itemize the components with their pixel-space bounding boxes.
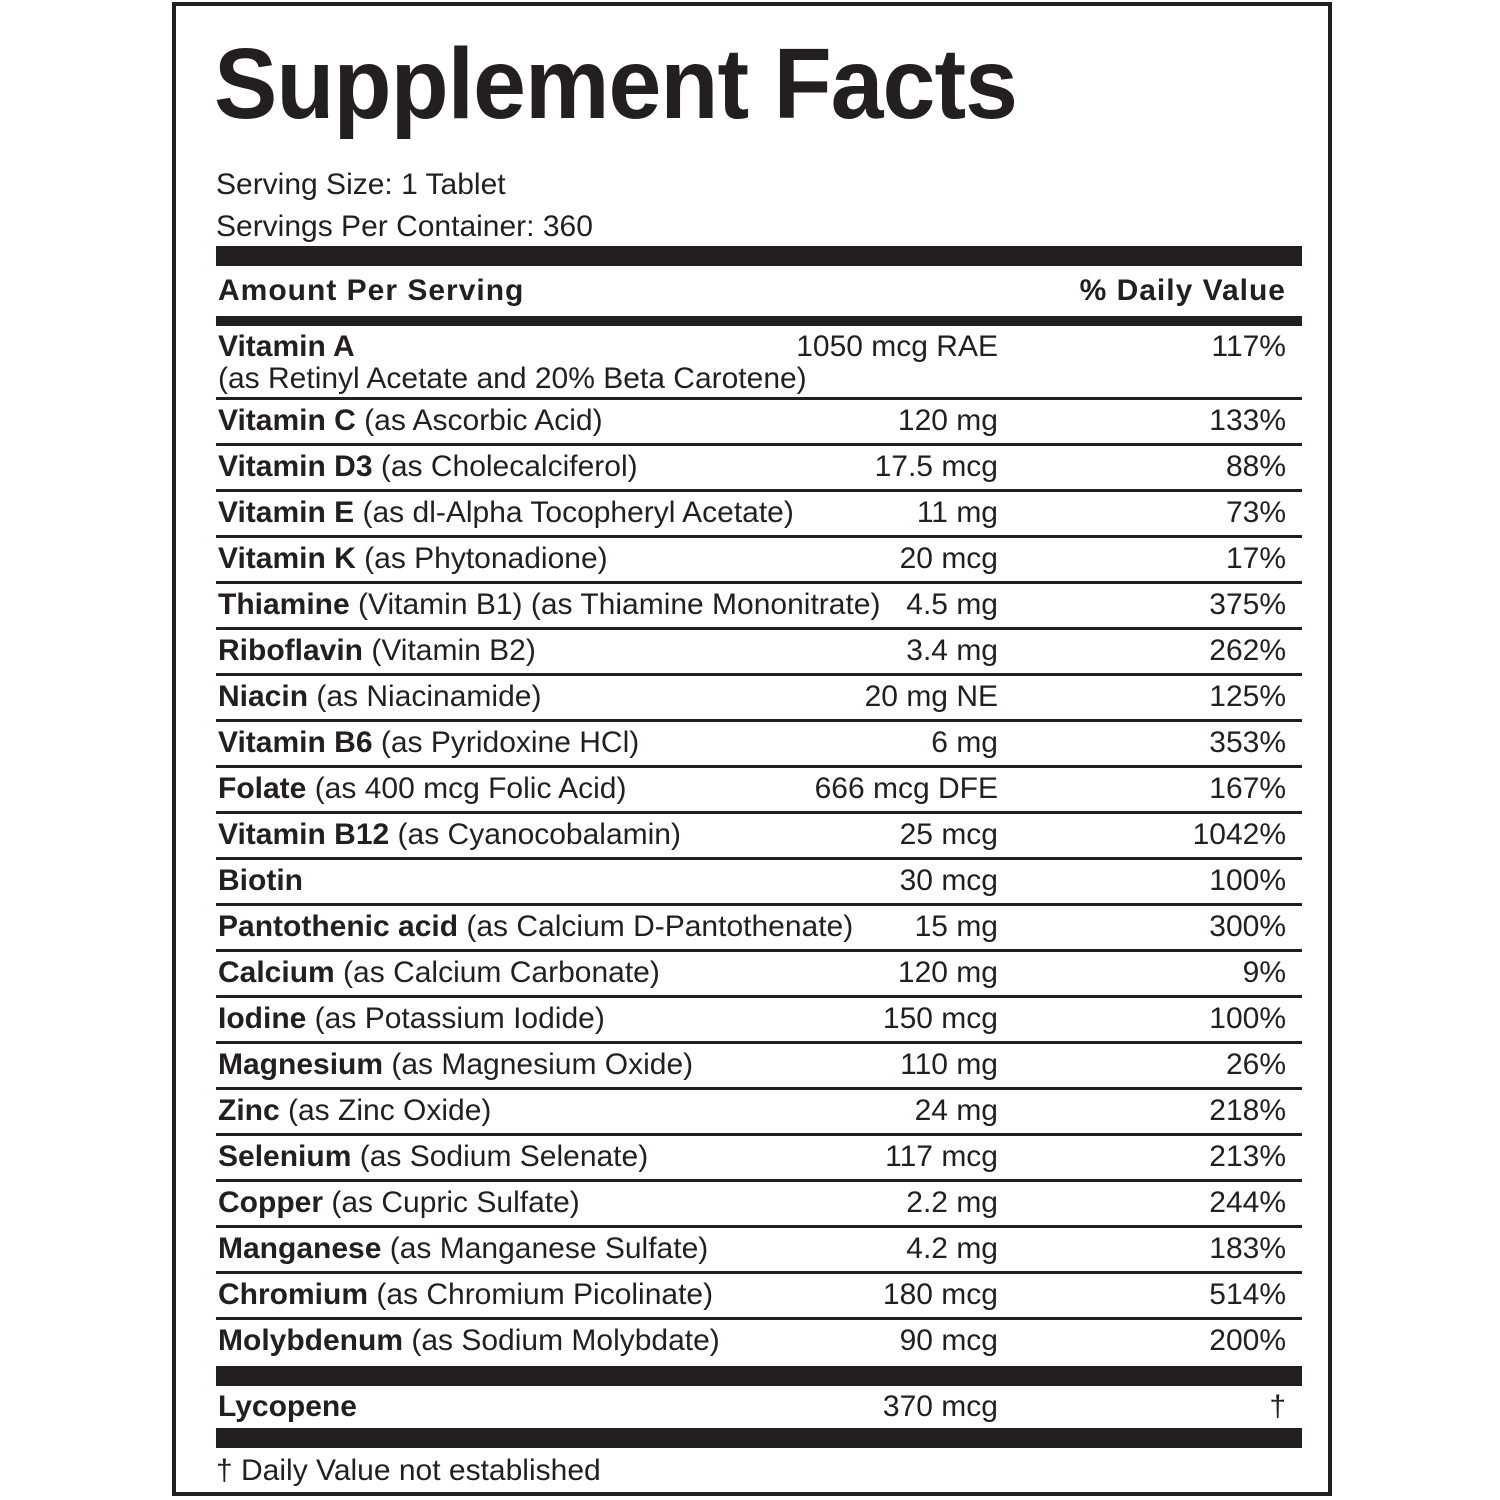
- nutrient-name: Riboflavin (Vitamin B2): [218, 634, 536, 667]
- column-header: [216, 272, 1302, 326]
- nutrient-amount: 180 mcg: [882, 1278, 998, 1311]
- nutrient-row: [216, 1044, 1302, 1090]
- nutrient-row: [216, 446, 1302, 492]
- nutrient-amount: 120 mg: [897, 956, 998, 989]
- nutrient-row: [216, 906, 1302, 952]
- nutrient-amount: 20 mcg: [899, 542, 998, 575]
- nutrient-daily-value: 17%: [1225, 542, 1286, 575]
- nutrient-amount: 1050 mcg RAE: [796, 330, 998, 363]
- nutrient-row: [216, 538, 1302, 584]
- nutrient-name: Vitamin C (as Ascorbic Acid): [218, 404, 603, 437]
- nutrient-name: Vitamin D3 (as Cholecalciferol): [218, 450, 638, 483]
- nutrient-name: Vitamin E (as dl-Alpha Tocopheryl Acetate): [218, 496, 794, 529]
- nutrient-row: [216, 1090, 1302, 1136]
- nutrient-name: Vitamin B6 (as Pyridoxine HCl): [218, 726, 640, 759]
- nutrient-amount: 120 mg: [897, 404, 998, 437]
- nutrient-row: [216, 630, 1302, 676]
- nutrient-source: (as Potassium Iodide): [306, 1002, 605, 1035]
- nutrient-daily-value: 26%: [1225, 1048, 1286, 1081]
- nutrient-daily-value: 1042%: [1192, 818, 1286, 851]
- nutrient-daily-value: 117%: [1211, 330, 1286, 363]
- nutrient-daily-value: 183%: [1209, 1232, 1286, 1265]
- nutrient-source: (as Niacinamide): [308, 680, 542, 713]
- nutrient-table: [216, 326, 1302, 1366]
- nutrient-name: Molybdenum (as Sodium Molybdate): [218, 1324, 720, 1357]
- nutrient-daily-value: 514%: [1209, 1278, 1286, 1311]
- nutrient-source: (as Ascorbic Acid): [355, 404, 603, 437]
- panel-title: Supplement Facts: [214, 28, 1018, 140]
- nutrient-daily-value: 133%: [1209, 404, 1286, 437]
- nutrient-amount: 11 mg: [916, 496, 998, 529]
- nutrient-daily-value: 100%: [1209, 864, 1286, 897]
- nutrient-name: Thiamine (Vitamin B1) (as Thiamine Mononitrate): [218, 588, 881, 621]
- nutrient-row: [216, 1320, 1302, 1366]
- nutrient-amount: 20 mg NE: [864, 680, 998, 713]
- nutrient-amount: 25 mcg: [899, 818, 998, 851]
- ingredient-amount: 370 mcg: [882, 1390, 998, 1423]
- nutrient-row: [216, 326, 1302, 400]
- nutrient-amount: 17.5 mcg: [874, 450, 998, 483]
- nutrient-row: [216, 860, 1302, 906]
- nutrient-amount: 6 mg: [931, 726, 998, 759]
- nutrient-daily-value: 244%: [1209, 1186, 1286, 1219]
- nutrient-daily-value: 375%: [1209, 588, 1286, 621]
- serving-size: Serving Size: 1 Tablet: [216, 168, 506, 201]
- nutrient-source: (as Phytonadione): [355, 542, 608, 575]
- daily-value-header: % Daily Value: [1079, 274, 1286, 307]
- nutrient-name: Manganese (as Manganese Sulfate): [218, 1232, 709, 1265]
- nutrient-daily-value: 262%: [1209, 634, 1286, 667]
- nutrient-row: [216, 1136, 1302, 1182]
- nutrient-source: (as Calcium D-Pantothenate): [458, 910, 854, 943]
- nutrient-row: [216, 998, 1302, 1044]
- nutrient-name: Copper (as Cupric Sulfate): [218, 1186, 580, 1219]
- nutrient-name: Folate (as 400 mcg Folic Acid): [218, 772, 627, 805]
- nutrient-source: (as Magnesium Oxide): [383, 1048, 694, 1081]
- nutrient-daily-value: 167%: [1209, 772, 1286, 805]
- other-ingredient-row: [216, 1386, 1302, 1428]
- nutrient-amount: 4.5 mg: [906, 588, 998, 621]
- nutrient-name: Vitamin K (as Phytonadione): [218, 542, 608, 575]
- nutrient-name: Zinc (as Zinc Oxide): [218, 1094, 492, 1127]
- nutrient-amount: 110 mg: [900, 1048, 998, 1081]
- nutrient-row: [216, 492, 1302, 538]
- nutrient-row: [216, 1182, 1302, 1228]
- nutrient-daily-value: 100%: [1209, 1002, 1286, 1035]
- nutrient-row: [216, 722, 1302, 768]
- nutrient-row: [216, 814, 1302, 860]
- nutrient-daily-value: 300%: [1209, 910, 1286, 943]
- nutrient-source: (as dl-Alpha Tocopheryl Acetate): [354, 496, 794, 529]
- nutrient-name: Selenium (as Sodium Selenate): [218, 1140, 649, 1173]
- nutrient-daily-value: 213%: [1209, 1140, 1286, 1173]
- nutrient-daily-value: 73%: [1225, 496, 1286, 529]
- nutrient-name: Chromium (as Chromium Picolinate): [218, 1278, 714, 1311]
- nutrient-row: [216, 584, 1302, 630]
- nutrient-daily-value: 125%: [1209, 680, 1286, 713]
- nutrient-name: Magnesium (as Magnesium Oxide): [218, 1048, 694, 1081]
- nutrient-amount: 15 mg: [914, 910, 998, 943]
- thick-divider-bottom: [216, 1428, 1302, 1448]
- nutrient-daily-value: 218%: [1209, 1094, 1286, 1127]
- nutrient-row: [216, 1228, 1302, 1274]
- ingredient-name: Lycopene: [218, 1390, 357, 1423]
- nutrient-daily-value: 200%: [1209, 1324, 1286, 1357]
- thick-divider-middle: [216, 1366, 1302, 1386]
- amount-per-serving-header: Amount Per Serving: [218, 274, 525, 307]
- servings-per-container: Servings Per Container: 360: [216, 210, 593, 243]
- nutrient-source: (as Manganese Sulfate): [381, 1232, 709, 1265]
- nutrient-name: Biotin: [218, 864, 303, 897]
- nutrient-source: (as Pyridoxine HCl): [372, 726, 640, 759]
- nutrient-name: Vitamin A: [218, 330, 355, 363]
- nutrient-name: Pantothenic acid (as Calcium D-Pantothenate): [218, 910, 854, 943]
- nutrient-amount: 666 mcg DFE: [814, 772, 998, 805]
- nutrient-name: Vitamin B12 (as Cyanocobalamin): [218, 818, 681, 851]
- nutrient-source: (Vitamin B2): [363, 634, 536, 667]
- nutrient-source: (as Cupric Sulfate): [323, 1186, 580, 1219]
- nutrient-source: (as Cholecalciferol): [372, 450, 638, 483]
- nutrient-source: (as Chromium Picolinate): [368, 1278, 714, 1311]
- nutrient-source: (as Calcium Carbonate): [334, 956, 660, 989]
- nutrient-source: (as Cyanocobalamin): [389, 818, 681, 851]
- ingredient-daily-value: †: [1269, 1390, 1286, 1423]
- nutrient-daily-value: 9%: [1242, 956, 1286, 989]
- nutrient-amount: 30 mcg: [899, 864, 998, 897]
- nutrient-amount: 90 mcg: [899, 1324, 998, 1357]
- supplement-facts-panel: [172, 2, 1332, 1496]
- nutrient-amount: 24 mg: [914, 1094, 998, 1127]
- nutrient-amount: 2.2 mg: [906, 1186, 998, 1219]
- nutrient-row: [216, 952, 1302, 998]
- nutrient-amount: 3.4 mg: [906, 634, 998, 667]
- nutrient-daily-value: 353%: [1209, 726, 1286, 759]
- nutrient-name: Iodine (as Potassium Iodide): [218, 1002, 605, 1035]
- nutrient-amount: 117 mcg: [885, 1140, 998, 1173]
- thick-divider-top: [216, 246, 1302, 266]
- footnote: † Daily Value not established: [216, 1454, 601, 1487]
- nutrient-source: (Vitamin B1) (as Thiamine Mononitrate): [349, 588, 881, 621]
- nutrient-source: (as Zinc Oxide): [279, 1094, 492, 1127]
- nutrient-daily-value: 88%: [1225, 450, 1286, 483]
- nutrient-row: [216, 676, 1302, 722]
- nutrient-source: (as Sodium Selenate): [351, 1140, 649, 1173]
- nutrient-source: (as Sodium Molybdate): [403, 1324, 720, 1357]
- nutrient-row: [216, 400, 1302, 446]
- nutrient-row: [216, 1274, 1302, 1320]
- nutrient-source-line2: (as Retinyl Acetate and 20% Beta Carotene): [218, 362, 807, 395]
- nutrient-row: [216, 768, 1302, 814]
- nutrient-source: (as 400 mcg Folic Acid): [306, 772, 627, 805]
- nutrient-name: Niacin (as Niacinamide): [218, 680, 542, 713]
- nutrient-amount: 150 mcg: [882, 1002, 998, 1035]
- nutrient-name: Calcium (as Calcium Carbonate): [218, 956, 660, 989]
- nutrient-amount: 4.2 mg: [906, 1232, 998, 1265]
